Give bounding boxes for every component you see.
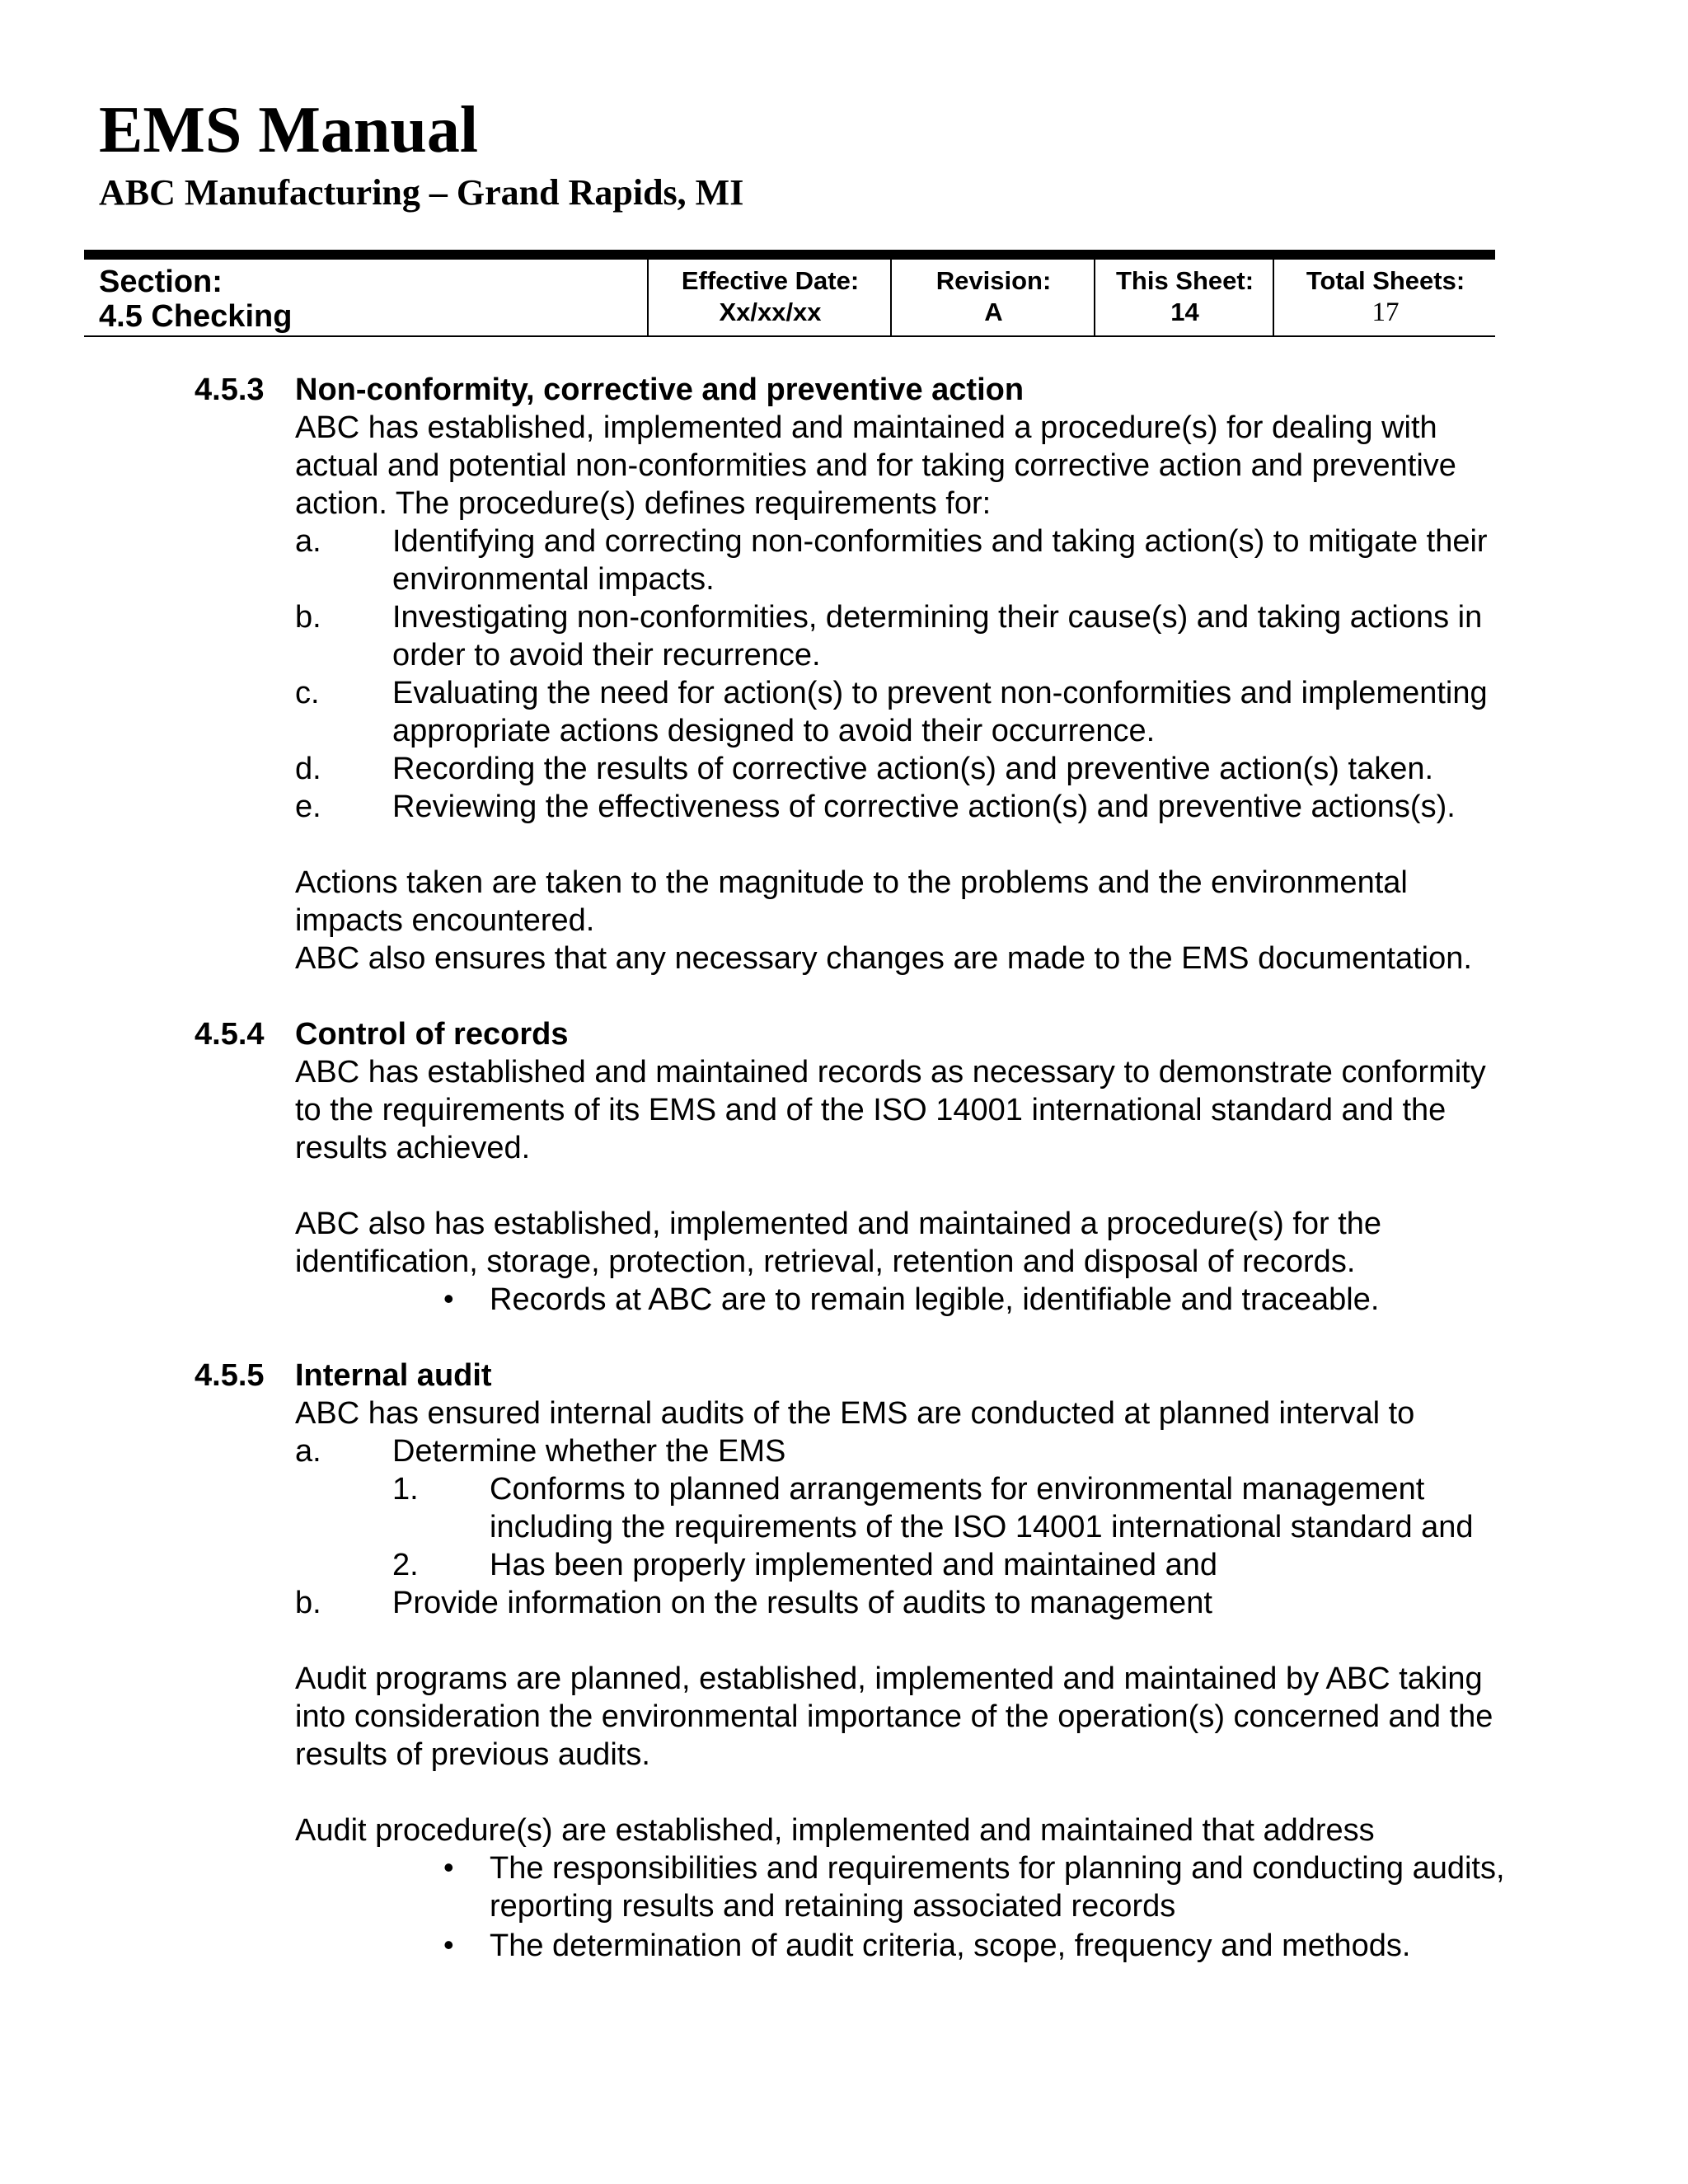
paragraph-line: Audit procedure(s) are established, implemented and maintained that address <box>295 1813 1375 1848</box>
paragraph-line: ABC has established and maintained records as necessary to demonstrate conformity <box>295 1055 1486 1090</box>
section-cell <box>99 260 643 335</box>
paragraph-line: identification, storage, protection, retrieval, retention and disposal of records. <box>295 1244 1356 1279</box>
revision-label: Revision: <box>935 266 1052 295</box>
total-sheets-cell <box>1273 260 1497 335</box>
this-sheet-value: 14 <box>1170 298 1199 326</box>
sub-list-marker: 1. <box>392 1472 419 1507</box>
effective-date-label: Effective Date: <box>681 266 860 295</box>
paragraph-line: results achieved. <box>295 1131 531 1165</box>
paragraph-line: Audit programs are planned, established, implemented and maintained by ABC taking <box>295 1661 1483 1696</box>
list-item-line: Recording the results of corrective action(s) and preventive action(s) taken. <box>392 752 1434 786</box>
bullet-item-line: reporting results and retaining associated records <box>490 1889 1176 1924</box>
section-value: 4.5 Checking <box>99 299 293 334</box>
revision-cell <box>890 260 1095 335</box>
paragraph-line: results of previous audits. <box>295 1737 650 1772</box>
list-item-line: order to avoid their recurrence. <box>392 638 821 673</box>
section-number: 4.5.5 <box>195 1358 265 1393</box>
sub-list-marker: 2. <box>392 1548 419 1582</box>
bullet-item-line: Records at ABC are to remain legible, identifiable and traceable. <box>490 1282 1380 1317</box>
list-item-line: environmental impacts. <box>392 562 715 597</box>
paragraph-line: actual and potential non-conformities and for taking corrective action and preventive <box>295 448 1456 483</box>
this-sheet-label: This Sheet: <box>1115 266 1254 295</box>
sub-list-item-line: Conforms to planned arrangements for environmental management <box>490 1472 1425 1507</box>
document-subtitle: ABC Manufacturing – Grand Rapids, MI <box>99 172 744 213</box>
effective-date-value: Xx/xx/xx <box>719 298 822 326</box>
bullet-icon: • <box>443 1282 454 1315</box>
header-rule-bottom <box>84 335 1495 337</box>
header-rule-top <box>84 250 1495 260</box>
list-marker: c. <box>295 676 320 710</box>
bullet-icon: • <box>443 1850 454 1884</box>
total-sheets-value: 17 <box>1372 298 1400 327</box>
paragraph-line: action. The procedure(s) defines requirements for: <box>295 486 992 521</box>
list-item-line: Identifying and correcting non-conformities and taking action(s) to mitigate their <box>392 524 1488 559</box>
list-item-line: Provide information on the results of audits to management <box>392 1586 1212 1620</box>
paragraph-line: Actions taken are taken to the magnitude to the problems and the environmental <box>295 865 1408 900</box>
list-item-line: Reviewing the effectiveness of corrective action(s) and preventive actions(s). <box>392 790 1456 824</box>
list-item-line: Investigating non-conformities, determining their cause(s) and taking actions in <box>392 600 1483 635</box>
effective-date-cell <box>647 260 892 335</box>
list-item-line: Evaluating the need for action(s) to prevent non-conformities and implementing <box>392 676 1488 710</box>
paragraph-line: impacts encountered. <box>295 903 595 938</box>
paragraph-line: to the requirements of its EMS and of the ISO 14001 international standard and the <box>295 1093 1447 1127</box>
paragraph-line: ABC has ensured internal audits of the EMS are conducted at planned interval to <box>295 1396 1415 1431</box>
document-title: EMS Manual <box>99 94 479 166</box>
section-heading: Control of records <box>295 1017 569 1052</box>
paragraph-line: into consideration the environmental importance of the operation(s) concerned and the <box>295 1699 1493 1734</box>
section-label: Section: <box>99 265 223 299</box>
list-item-line: appropriate actions designed to avoid their occurrence. <box>392 714 1156 748</box>
revision-value: A <box>984 298 1003 326</box>
section-number: 4.5.3 <box>195 373 265 407</box>
bullet-item-line: The determination of audit criteria, scope, frequency and methods. <box>490 1929 1411 1963</box>
section-number: 4.5.4 <box>195 1017 265 1052</box>
paragraph-line: ABC also ensures that any necessary changes are made to the EMS documentation. <box>295 941 1472 976</box>
paragraph-line: ABC has established, implemented and maintained a procedure(s) for dealing with <box>295 410 1437 445</box>
this-sheet-cell <box>1094 260 1274 335</box>
list-item-line: Determine whether the EMS <box>392 1434 786 1469</box>
list-marker: d. <box>295 752 321 786</box>
paragraph-line: ABC also has established, implemented and maintained a procedure(s) for the <box>295 1207 1382 1241</box>
bullet-icon: • <box>443 1928 454 1961</box>
list-marker: b. <box>295 1586 321 1620</box>
section-heading: Non-conformity, corrective and preventive action <box>295 373 1025 407</box>
section-heading: Internal audit <box>295 1358 492 1393</box>
sub-list-item-line: including the requirements of the ISO 14001 international standard and <box>490 1510 1474 1544</box>
list-marker: a. <box>295 524 321 559</box>
list-marker: e. <box>295 790 321 824</box>
total-sheets-label: Total Sheets: <box>1306 266 1465 295</box>
sub-list-item-line: Has been properly implemented and maintained and <box>490 1548 1217 1582</box>
bullet-item-line: The responsibilities and requirements for planning and conducting audits, <box>490 1851 1505 1886</box>
list-marker: b. <box>295 600 321 635</box>
list-marker: a. <box>295 1434 321 1469</box>
